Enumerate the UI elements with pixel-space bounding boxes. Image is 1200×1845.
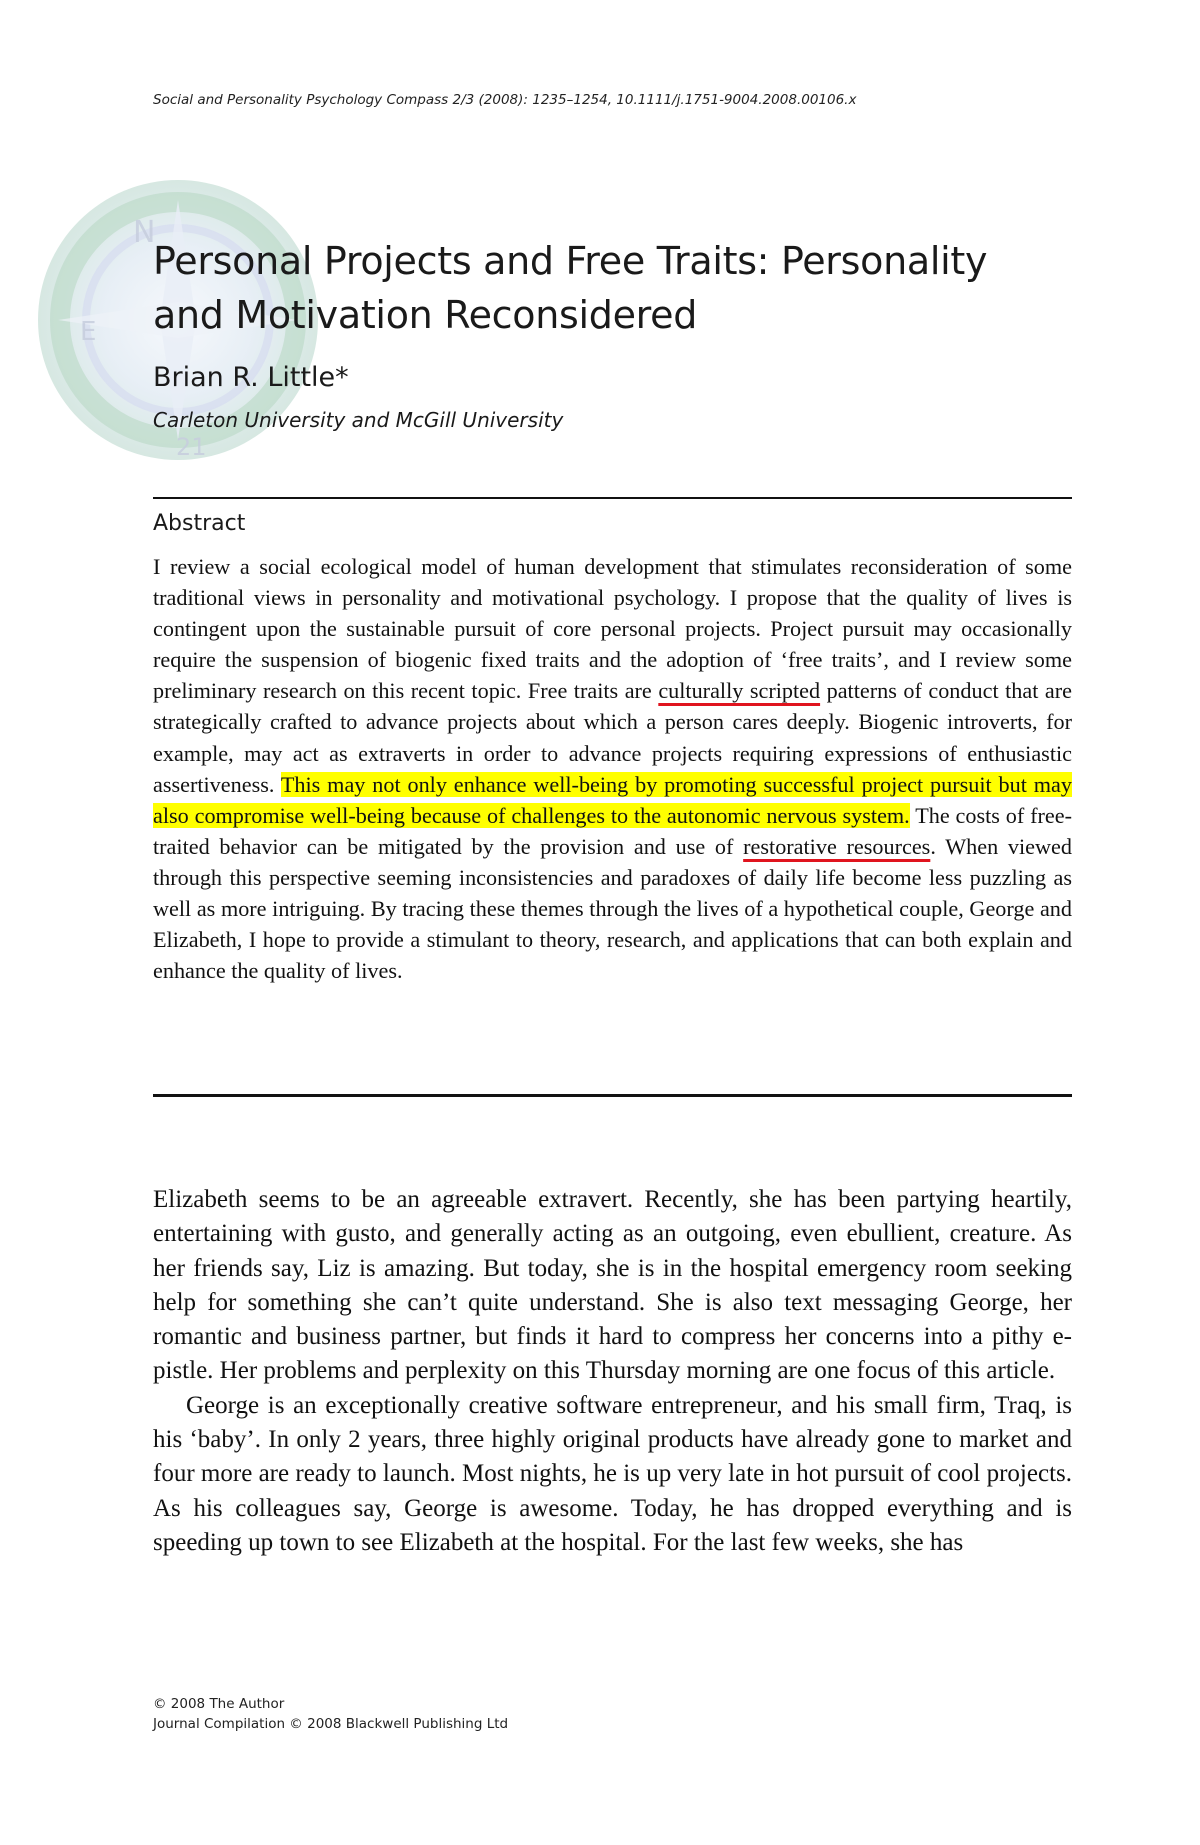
svg-text:21: 21 [176, 433, 207, 461]
abstract-segment: patterns of conduct that are strategically crafted to advance projects about which a person cares deeply. Biogenic introverts, for example, may act as extraverts in order to advance projects requiring expressions of enthusiastic assertiveness. [153, 678, 1073, 797]
body-paragraph: George is an exceptionally creative software entrepreneur, and his small firm, Traq, is his ‘baby’. In only 2 years, three highly original products have already gone to market and four more are ready to launch. Most nights, he is up very late in hot pursuit of cool projects. As his colleagues say, George is awesome. Today, he has dropped everything and is speeding up town to see Elizabeth at the hospital. For the last few weeks, she has [153, 1391, 1072, 1556]
copyright-line: © 2008 The Author [153, 1696, 285, 1712]
highlighted-sentence: This may not only enhance well-being by promoting successful project pursuit but may also compromise well-being because of challenges to the autonomic nervous system. [153, 771, 1072, 828]
abstract-heading: Abstract [153, 511, 246, 536]
abstract-segment: . When viewed through this perspective seeming inconsistencies and paradoxes of daily life become less puzzling as well as more intriguing. By tracing these themes through the lives of a hypothetical couple, George and Elizabeth, I hope to provide a stimulant to theory, research, and applications that can both explain and enhance the quality of lives. [153, 833, 1072, 984]
abstract-bottom-rule [153, 1094, 1072, 1097]
svg-text:N: N [133, 215, 156, 250]
journal-compilation-line: Journal Compilation © 2008 Blackwell Publishing Ltd [153, 1716, 509, 1732]
article-title: Personal Projects and Free Traits: Personality and Motivation Reconsidered [153, 239, 988, 337]
body-paragraph: Elizabeth seems to be an agreeable extravert. Recently, she has been partying heartily, entertaining with gusto, and generally acting as an outgoing, even ebullient, creature. As her friends say, Liz is amazing. But today, she is in the hospital emergency room seeking help for something she can’t quite understand. She is also text messaging George, her romantic and business partner, but finds it hard to compress her concerns into a pithy e-pistle. Her problems and perplexity on this Thursday morning are one focus of this article. [153, 1186, 1072, 1385]
author-affiliation: Carleton University and McGill University [153, 408, 564, 432]
underlined-phrase-culturally-scripted: culturally scripted [658, 678, 821, 704]
abstract-segment: The costs of free-traited behavior can be mitigated by the provision and use of [153, 802, 1073, 859]
author-name: Brian R. Little* [153, 362, 349, 393]
journal-citation: Social and Personality Psychology Compass 2/3 (2008): 1235–1254, 10.1111/j.1751-9004.2008.00106.x [153, 92, 857, 108]
svg-text:E: E [80, 317, 97, 347]
page-footer [153, 1694, 508, 1734]
underlined-phrase-restorative-resources: restorative resources [743, 833, 931, 859]
abstract-text [153, 551, 1072, 986]
article-body [153, 1183, 1072, 1560]
abstract-top-rule [153, 497, 1072, 499]
abstract-segment: I review a social ecological model of human development that stimulates reconsideration of some traditional views in personality and motivational psychology. I propose that the quality of lives is contingent upon the sustainable pursuit of core personal projects. Project pursuit may occasionally require the suspension of biogenic fixed traits and the adoption of ‘free traits’, and I review some preliminary research on this recent topic. Free traits are [153, 554, 1072, 704]
